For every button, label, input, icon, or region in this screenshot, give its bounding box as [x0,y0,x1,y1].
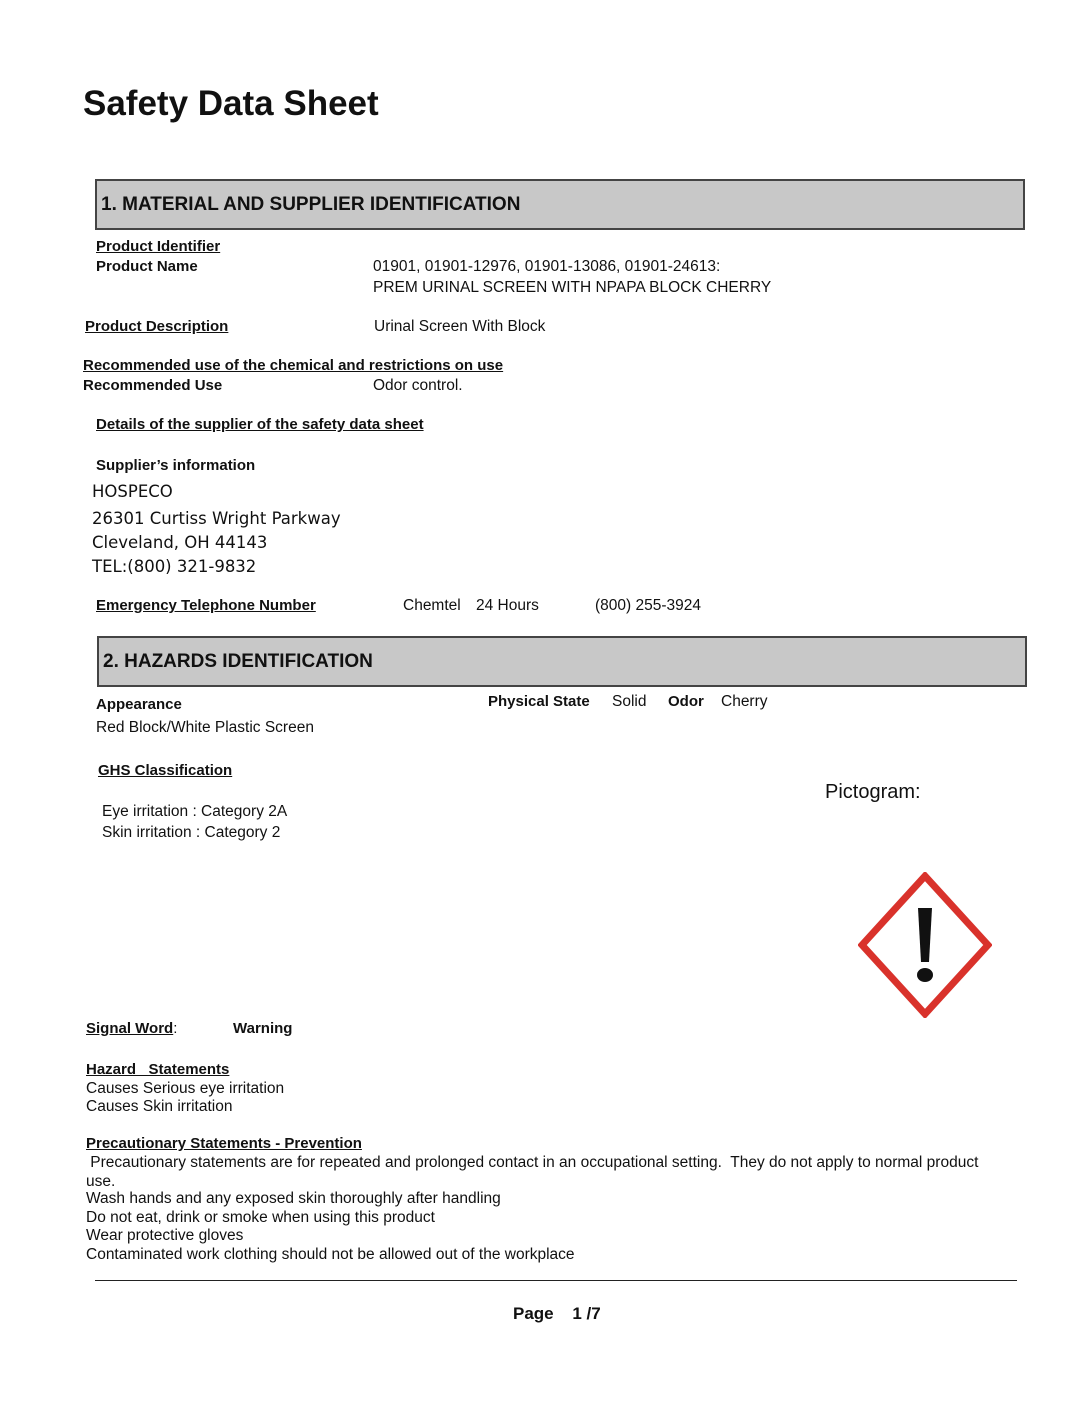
precautionary-item: Wear protective gloves [86,1227,244,1244]
exclamation-mark-pictogram-icon [858,872,992,1018]
section-2-title: 2. HAZARDS IDENTIFICATION [103,650,373,672]
supplier-address: 26301 Curtiss Wright Parkway [92,509,341,528]
product-description-label: Product Description [85,318,229,335]
page-footer [513,1304,601,1324]
signal-word-value: Warning [233,1020,293,1037]
odor-value: Cherry [721,693,768,710]
precautionary-item: Do not eat, drink or smoke when using this product [86,1209,435,1226]
signal-word-label: Signal Word [86,1020,174,1037]
ghs-item-skin: Skin irritation : Category 2 [102,824,281,841]
precautionary-intro-line1: Precautionary statements are for repeated and prolonged contact in an occupational setting. They do not apply to normal product [86,1154,979,1171]
emergency-phone: (800) 255-3924 [595,597,701,614]
product-description: Urinal Screen With Block [374,318,546,335]
appearance-label: Appearance [96,696,182,713]
product-name-label: Product Name [96,258,198,275]
recommended-use-heading: Recommended use of the chemical and restrictions on use [83,357,504,374]
recommended-use-label: Recommended Use [83,377,223,394]
precautionary-item: Wash hands and any exposed skin thoroughly after handling [86,1190,501,1207]
pictogram-label: Pictogram: [825,781,921,803]
page-title: Safety Data Sheet [83,84,379,123]
page-label: Page [513,1304,554,1323]
signal-word-row [86,1020,177,1037]
supplier-city: Cleveland, OH 44143 [92,533,268,552]
emergency-provider: Chemtel [403,597,461,614]
section-2-header [97,636,1027,687]
section-1-title: 1. MATERIAL AND SUPPLIER IDENTIFICATION [101,193,521,215]
signal-word-colon: : [173,1020,178,1037]
section-1-header [95,179,1025,230]
product-name-line1: 01901, 01901-12976, 01901-13086, 01901-24613: [373,258,721,275]
emergency-telephone-label: Emergency Telephone Number [96,597,316,614]
emergency-hours: 24 Hours [476,597,539,614]
precautionary-prevention-label: Precautionary Statements - Prevention [86,1135,362,1152]
product-name-line2: PREM URINAL SCREEN WITH NPAPA BLOCK CHERRY [373,279,772,296]
product-identifier-label: Product Identifier [96,238,221,255]
physical-state-value: Solid [612,693,647,710]
supplier-details-heading: Details of the supplier of the safety data sheet [96,416,424,433]
hazard-statement-skin: Causes Skin irritation [86,1098,233,1115]
appearance-value: Red Block/White Plastic Screen [96,719,314,736]
physical-state-label: Physical State [488,693,590,710]
hazard-statement-eye: Causes Serious eye irritation [86,1080,285,1097]
supplier-phone: TEL:(800) 321-9832 [92,557,257,576]
page-number: 1 /7 [572,1304,601,1323]
hazard-statements-label: Hazard Statements [86,1061,230,1078]
odor-label: Odor [668,693,704,710]
recommended-use-value: Odor control. [373,377,463,394]
ghs-item-eye: Eye irritation : Category 2A [102,803,288,820]
precautionary-item: Contaminated work clothing should not be allowed out of the workplace [86,1246,575,1263]
supplier-name: HOSPECO [92,482,173,501]
ghs-classification-label: GHS Classification [98,762,233,779]
precautionary-intro-line2: use. [86,1173,116,1190]
supplier-info-label: Supplier’s information [96,457,256,474]
footer-divider [95,1280,1017,1281]
